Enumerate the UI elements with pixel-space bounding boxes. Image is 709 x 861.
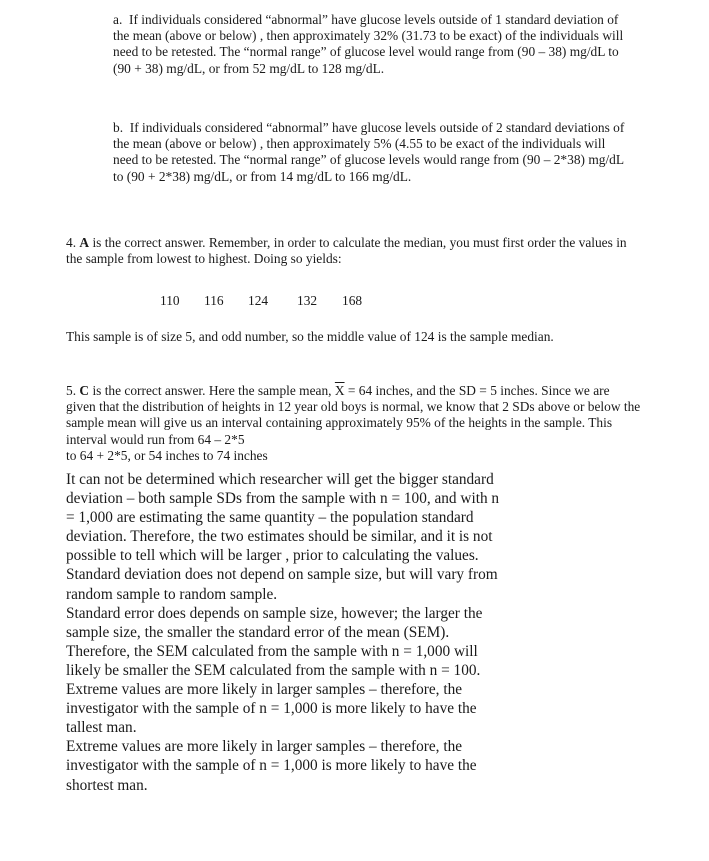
part-b-marker: b. — [113, 120, 124, 135]
value-item: 132 — [297, 293, 318, 308]
paragraph-standard-deviation: It can not be determined which researcher will get the bigger standard deviation – both sample SDs from the sample with n = 100, and with n = 1,000 are estimating the same quantity – the population standard deviation. Therefore, the two estimates should be similar, and it is not possible to tell which will be larger , prior to calculating the values. Standard deviation does not depend on sample size, but will vary from random sample to random sample. — [66, 471, 500, 603]
median-explanation: This sample is of size 5, and odd number, so the middle value of 124 is the sample median. — [66, 329, 554, 344]
value-item: 116 — [204, 293, 224, 308]
question-5-text-end: = 64 inches, and the SD = 5 inches. Since we are given that the distribution of heights in 12 year old boys is normal, we know that 2 SDs above or below the sample mean will give us an interval containing approximately 95% of the heights in the sample. This interval would run from 64 – 2*5 — [66, 383, 641, 447]
part-a-marker: a. — [113, 12, 123, 27]
question-5-text-start: is the correct answer. Here the sample mean, — [92, 383, 332, 398]
sample-mean-symbol: $\overline{X}$ — [334, 383, 345, 398]
question-5-choice: C — [79, 383, 90, 398]
part-a-text: If individuals considered “abnormal” have glucose levels outside of 1 standard deviation of the mean (above or below) , then approximately 32% (31.73 to be exact) of the individuals will need to be retested. The “normal range” of glucose level would range from (90 – 38) mg/dL to (90 + 38) mg/dL, or from 52 mg/dL to 128 mg/dL. — [113, 12, 624, 76]
value-item: 110 — [160, 293, 180, 308]
question-4-number: 4. — [66, 235, 77, 250]
part-b-text: If individuals considered “abnormal” have glucose levels outside of 2 standard deviations of the mean (above or below) , then approximately 5% (4.55 to be exact of the individuals will need to be retested. The “normal range” of glucose levels would range from (90 – 2*38) mg/dL to (90 + 2*38) mg/dL, or from 14 mg/dL to 166 mg/dL. — [113, 120, 625, 184]
question-5-clipped-line: to 64 + 2*5, or 54 inches to 74 inches — [66, 447, 268, 463]
paragraph-standard-error: Standard error does depends on sample size, however; the larger the sample size, the smaller the standard error of the mean (SEM). Therefore, the SEM calculated from the sample with n = 1,000 will likely be smaller the SEM calculated from the sample with n = 100. — [66, 604, 483, 679]
question-5-answer — [66, 383, 641, 463]
value-item: 124 — [248, 293, 269, 308]
question-5-number: 5. — [66, 383, 77, 398]
paragraph-tallest-man: Extreme values are more likely in larger samples – therefore, the investigator with the sample of n = 1,000 is more likely to have the tallest man. — [66, 681, 477, 737]
answer-part-a — [113, 12, 625, 77]
question-4-text: is the correct answer. Remember, in order to calculate the median, you must first order the values in the sample from lowest to highest. Doing so yields: — [66, 235, 627, 267]
question-4-answer — [66, 235, 641, 267]
overlay-text-block — [66, 470, 506, 795]
question-4-choice: A — [79, 235, 90, 250]
value-item: 168 — [342, 293, 363, 308]
paragraph-shortest-man: Extreme values are more likely in larger samples – therefore, the investigator with the sample of n = 1,000 is more likely to have the shortest man. — [66, 738, 477, 794]
answer-part-b — [113, 120, 625, 185]
